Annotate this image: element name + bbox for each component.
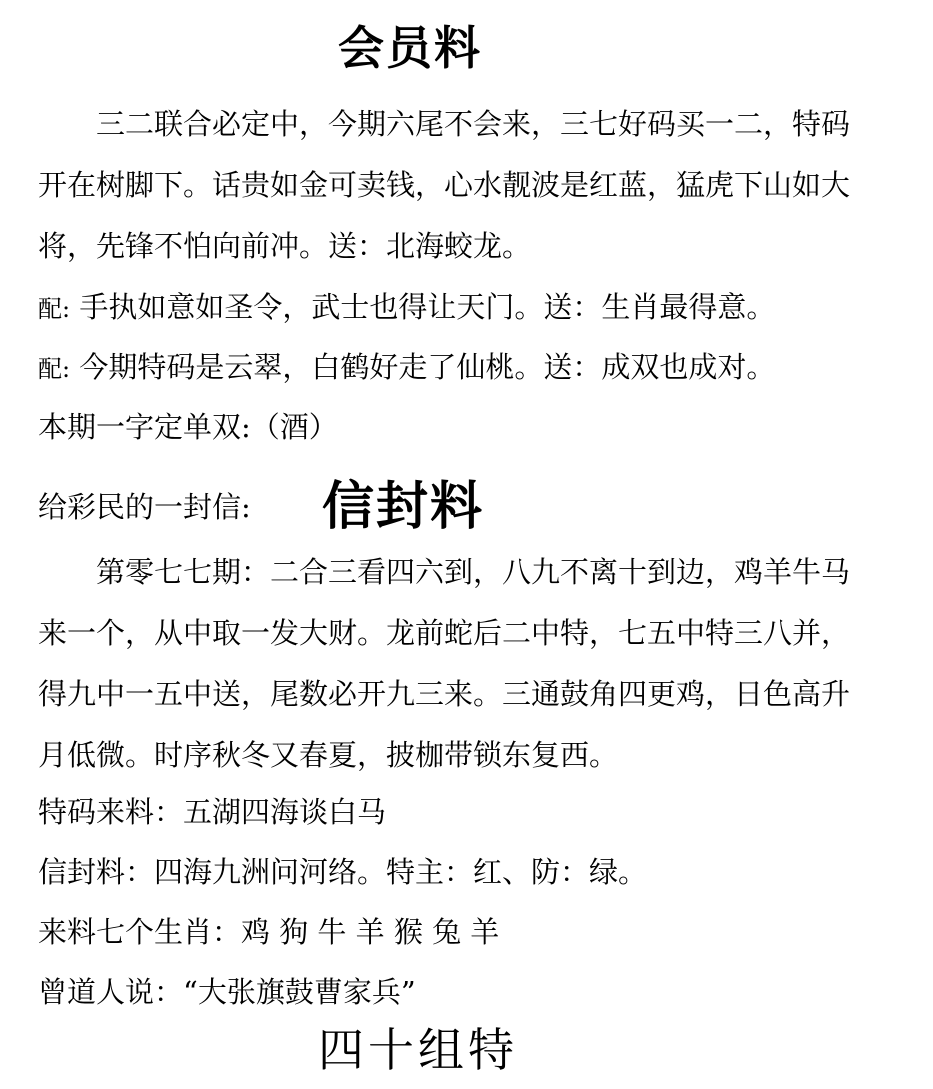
pei-line-1 [38, 287, 775, 329]
pei-text: 今期特码是云翠，白鹤好走了仙桃。送：成双也成对。 [79, 350, 776, 384]
pei-label: 配: [38, 355, 71, 383]
single-double-line: 本期一字定单双:（酒） [38, 410, 338, 444]
pei-text: 手执如意如圣令，武士也得让天门。送：生肖最得意。 [79, 290, 776, 324]
envelope-title: 信封料 [322, 476, 485, 537]
member-line-1: 三二联合必定中，今期六尾不会来，三七好码买一二，特码 [96, 107, 851, 141]
letter-line-3: 得九中一五中送，尾数必开九三来。三通鼓角四更鸡，日色高升 [38, 677, 851, 711]
pei-label: 配: [38, 295, 71, 323]
special-code-line: 特码来料：五湖四海谈白马 [38, 795, 387, 829]
letter-line-1: 第零七七期：二合三看四六到，八九不离十到边，鸡羊牛马 [96, 555, 851, 589]
member-title: 会员料 [338, 21, 482, 75]
seven-zodiacs-line: 来料七个生肖：鸡 狗 牛 羊 猴 兔 羊 [38, 915, 500, 949]
handwritten-footer: 四十组特 [318, 1023, 518, 1077]
envelope-material-line: 信封料：四海九洲问河络。特主：红、防：绿。 [38, 855, 648, 889]
member-line-3: 将，先锋不怕向前冲。送：北海蛟龙。 [38, 229, 532, 263]
zeng-says-line: 曾道人说：“大张旗鼓曹家兵” [38, 975, 416, 1009]
pei-line-2 [38, 347, 775, 389]
member-paragraph [38, 94, 908, 277]
member-line-2: 开在树脚下。话贵如金可卖钱，心水靓波是红蓝，猛虎下山如大 [38, 168, 851, 202]
letter-intro: 给彩民的一封信: [38, 490, 251, 524]
letter-line-2: 来一个，从中取一发大财。龙前蛇后二中特，七五中特三八并， [38, 616, 851, 650]
letter-line-4: 月低微。时序秋冬又春夏，披枷带锁东复西。 [38, 738, 619, 772]
letter-paragraph [38, 542, 908, 786]
